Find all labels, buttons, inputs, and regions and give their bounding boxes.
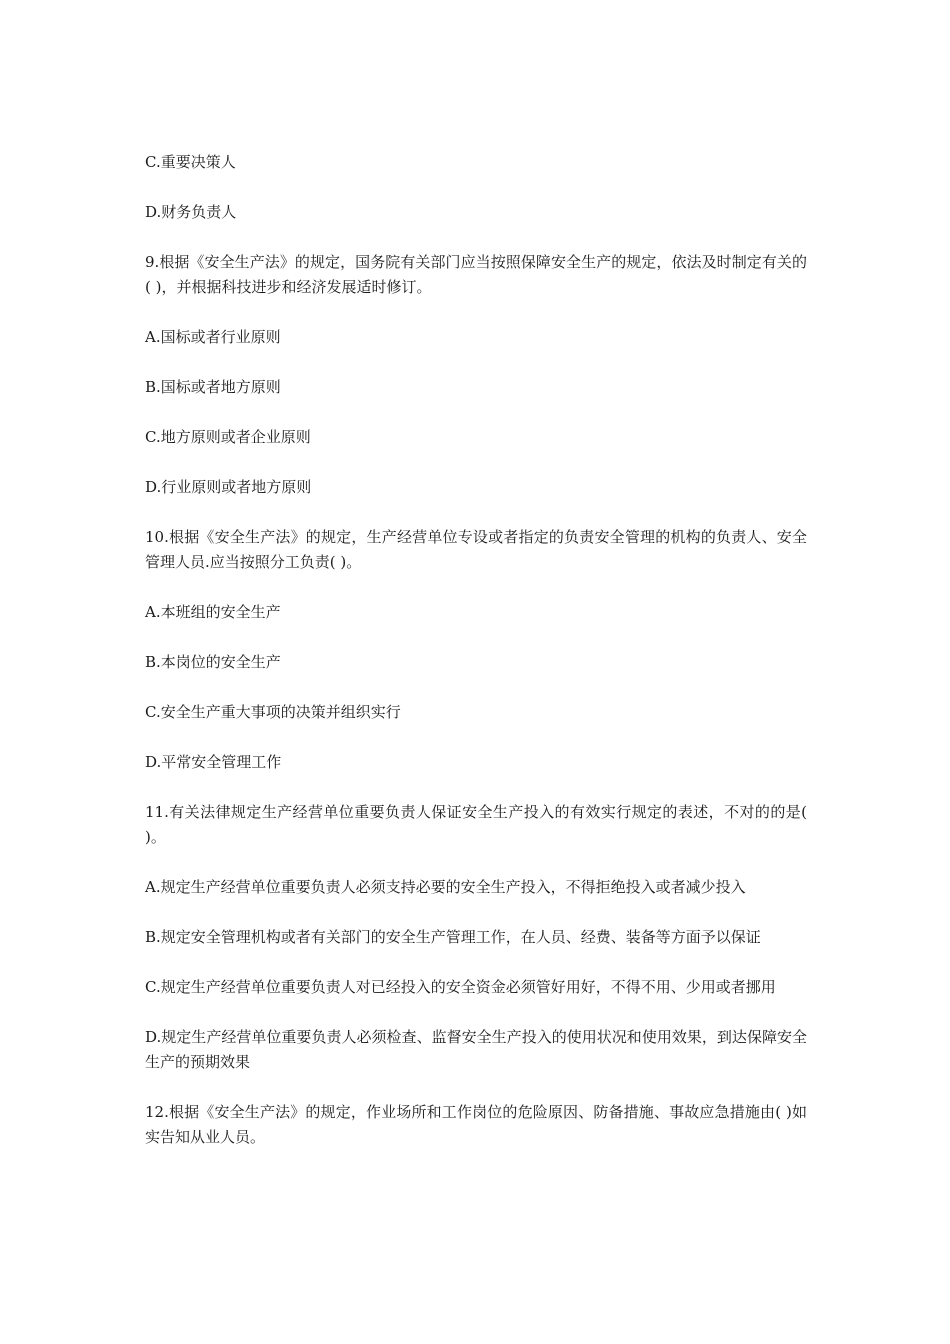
question-12: 12.根据《安全生产法》的规定，作业场所和工作岗位的危险原因、防备措施、事故应急措施由( )如实告知从业人员。	[145, 1103, 807, 1146]
question-9: 9.根据《安全生产法》的规定，国务院有关部门应当按照保障安全生产的规定，依法及时制定有关的( )，并根据科技进步和经济发展适时修订。	[145, 253, 807, 296]
option-b-q9: B.国标或者地方原则	[145, 378, 281, 396]
option-d-q10: D.平常安全管理工作	[145, 753, 282, 771]
option-a-q11: A.规定生产经营单位重要负责人必须支持必要的安全生产投入，不得拒绝投入或者减少投入	[145, 878, 746, 896]
option-a-q10: A.本班组的安全生产	[145, 603, 281, 621]
option-d-q9: D.行业原则或者地方原则	[145, 478, 312, 496]
option-a-q9: A.国标或者行业原则	[145, 328, 281, 346]
question-11: 11.有关法律规定生产经营单位重要负责人保证安全生产投入的有效实行规定的表述，不对的的是( )。	[145, 803, 807, 846]
option-c-q10: C.安全生产重大事项的决策并组织实行	[145, 703, 401, 721]
option-c-q8: C.重要决策人	[145, 153, 236, 171]
option-b-q10: B.本岗位的安全生产	[145, 653, 281, 671]
question-10: 10.根据《安全生产法》的规定，生产经营单位专设或者指定的负责安全管理的机构的负责人、安全管理人员.应当按照分工负责( )。	[145, 528, 807, 571]
option-b-q11: B.规定安全管理机构或者有关部门的安全生产管理工作，在人员、经费、装备等方面予以保证	[145, 928, 761, 946]
option-c-q9: C.地方原则或者企业原则	[145, 428, 311, 446]
option-d-q8: D.财务负责人	[145, 203, 237, 221]
option-c-q11: C.规定生产经营单位重要负责人对已经投入的安全资金必须管好用好，不得不用、少用或者挪用	[145, 978, 776, 996]
document-body	[145, 150, 807, 1175]
option-d-q11: D.规定生产经营单位重要负责人必须检查、监督安全生产投入的使用状况和使用效果，到达保障安全生产的预期效果	[145, 1028, 807, 1071]
